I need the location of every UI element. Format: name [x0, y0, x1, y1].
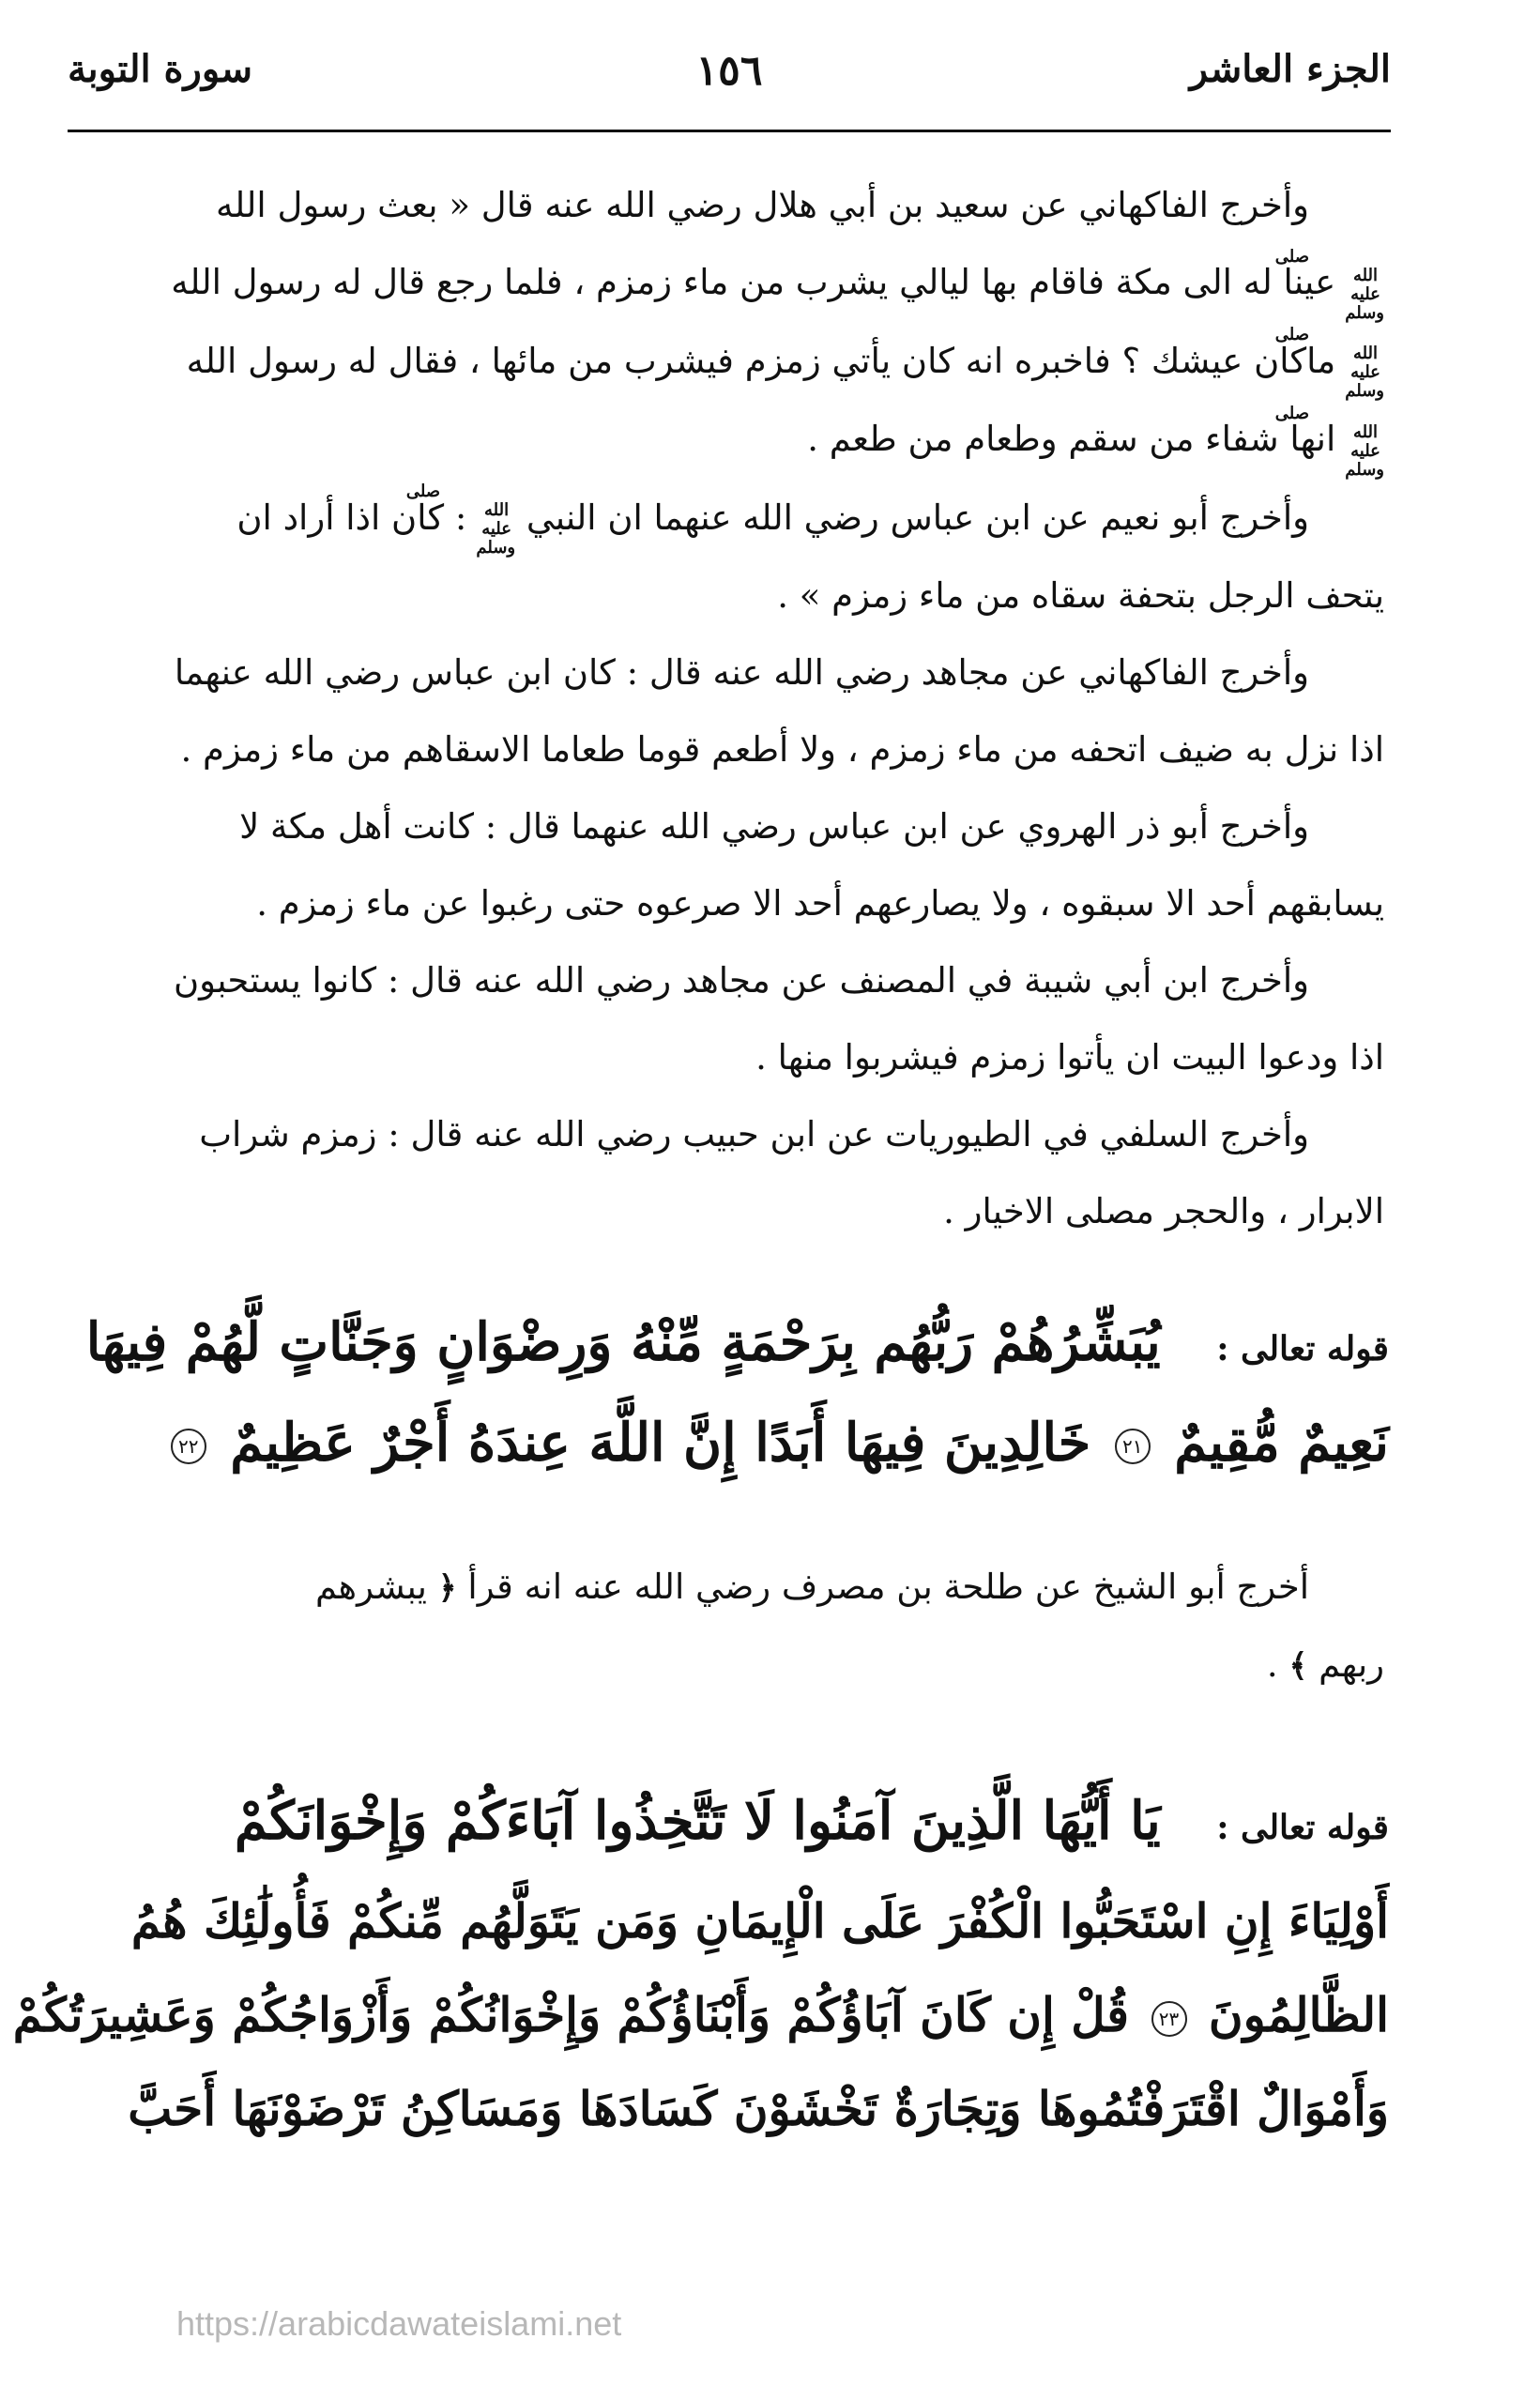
hadith-section	[75, 167, 1384, 1250]
paragraph-line: : كان اذا أراد ان	[236, 497, 467, 538]
paragraph-line: وأخرج ابن أبي شيبة في المصنف عن مجاهد رضي الله عنه قال : كانوا يستحبون	[173, 960, 1309, 1001]
verse-line	[66, 1295, 1389, 1396]
part-title: الجزء العاشر	[1189, 47, 1391, 91]
verse-line	[12, 1968, 1389, 2062]
verse-block-2	[12, 1774, 1389, 2156]
paragraph-line: وأخرج أبو ذر الهروي عن ابن عباس رضي الله عنهما قال : كانت أهل مكة لا	[239, 806, 1309, 847]
verse-line	[66, 2062, 1389, 2156]
paragraph-3	[75, 634, 1384, 788]
page-number: ١٥٦	[695, 47, 763, 95]
verse-line	[66, 1874, 1389, 1968]
commentary-text: أخرج أبو الشيخ عن طلحة بن مصرف رضي الله عنه انه قرأ	[467, 1567, 1309, 1607]
pbuh-glyph: صلى الله عليه وسلم	[1274, 246, 1384, 323]
verse-text: وَأَمْوَالٌ اقْتَرَفْتُمُوهَا وَتِجَارَةٌ تَخْشَوْنَ كَسَادَهَا وَمَسَاكِنُ تَرْضَوْنَهَا أَحَبَّ	[128, 2081, 1389, 2136]
quran-bracket-open: ﴿	[437, 1569, 457, 1607]
paragraph-2	[75, 480, 1384, 635]
ayah-number-marker: ٢٢	[171, 1429, 206, 1464]
page-header	[68, 38, 1391, 103]
paragraph-line: وأخرج الفاكهاني عن مجاهد رضي الله عنه قال : كان ابن عباس رضي الله عنهما	[174, 652, 1309, 693]
pbuh-glyph: صلى الله عليه وسلم	[1274, 325, 1384, 401]
verse-text: خَالِدِينَ فِيهَا أَبَدًا إِنَّ اللَّهَ عِندَهُ أَجْرٌ عَظِيمٌ	[230, 1412, 1091, 1474]
quoted-word: ربهم	[1319, 1644, 1384, 1685]
paragraph-line: انها شفاء من سقم وطعام من طعم .	[807, 419, 1336, 459]
verse-intro: قوله تعالى :	[1216, 1808, 1389, 1847]
header-rule	[68, 130, 1391, 132]
paragraph-line: وأخرج السلفي في الطيوريات عن ابن حبيب رضي الله عنه قال : زمزم شراب	[199, 1114, 1309, 1154]
ayah-number-marker: ٢٣	[1151, 2001, 1187, 2037]
verse-text: الظَّالِمُونَ	[1208, 1987, 1389, 2042]
commentary-section	[75, 1549, 1384, 1705]
paragraph-6	[75, 1096, 1384, 1250]
verse-text: يُبَشِّرُهُمْ رَبُّهُم بِرَحْمَةٍ مِّنْهُ وَرِضْوَانٍ وَجَنَّاتٍ لَّهُمْ فِيهَا	[85, 1311, 1161, 1373]
website-watermark: https://arabicdawateislami.net	[176, 2304, 622, 2343]
verse-line	[66, 1774, 1389, 1874]
surah-title: سورة التوبة	[68, 47, 252, 91]
ayah-number-marker: ٢١	[1115, 1429, 1151, 1464]
paragraph-4	[75, 788, 1384, 942]
paragraph-line: ماكان عيشك ؟ فاخبره انه كان يأتي زمزم فيشرب من مائها ، فقال له رسول الله	[186, 340, 1336, 381]
quoted-word: يبشرهم	[314, 1567, 427, 1607]
paragraph-line: يسابقهم أحد الا سبقوه ، ولا يصارعهم أحد الا صرعوه حتى رغبوا عن ماء زمزم .	[256, 883, 1384, 924]
verse-block-1	[66, 1295, 1389, 1490]
commentary-end: .	[1266, 1644, 1278, 1685]
paragraph-line: عينا له الى مكة فاقام بها ليالي يشرب من ماء زمزم ، فلما رجع قال له رسول الله	[171, 262, 1336, 302]
verse-text: أَوْلِيَاءَ إِنِ اسْتَحَبُّوا الْكُفْرَ عَلَى الْإِيمَانِ وَمَن يَتَوَلَّهُم مِّنكُمْ فَأُولَٰئِكَ هُمُ	[130, 1893, 1389, 1949]
verse-line	[66, 1396, 1389, 1490]
paragraph-line: الابرار ، والحجر مصلى الاخيار .	[943, 1191, 1384, 1231]
paragraph-5	[75, 942, 1384, 1096]
paragraph-line: يتحف الرجل بتحفة سقاه من ماء زمزم » .	[777, 575, 1384, 616]
pbuh-glyph: صلى الله عليه وسلم	[1274, 403, 1384, 480]
paragraph-line: اذا ودعوا البيت ان يأتوا زمزم فيشربوا منها .	[755, 1037, 1384, 1078]
paragraph-line: وأخرج أبو نعيم عن ابن عباس رضي الله عنهما ان النبي	[526, 497, 1309, 538]
verse-text: نَعِيمٌ مُّقِيمٌ	[1174, 1412, 1389, 1474]
paragraph-line: وأخرج الفاكهاني عن سعيد بن أبي هلال رضي الله عنه قال « بعث رسول الله	[216, 185, 1309, 225]
commentary-paragraph	[75, 1549, 1384, 1705]
verse-text: يَا أَيُّهَا الَّذِينَ آمَنُوا لَا تَتَّخِذُوا آبَاءَكُمْ وَإِخْوَانَكُمْ	[234, 1790, 1161, 1852]
pbuh-glyph: صلى الله عليه وسلم	[405, 482, 516, 558]
paragraph-1	[75, 167, 1384, 480]
paragraph-line: اذا نزل به ضيف اتحفه من ماء زمزم ، ولا أطعم قوما طعاما الاسقاهم من ماء زمزم .	[180, 729, 1384, 770]
verse-intro: قوله تعالى :	[1216, 1329, 1389, 1368]
verse-text: قُلْ إِن كَانَ آبَاؤُكُمْ وَأَبْنَاؤُكُمْ وَإِخْوَانُكُمْ وَأَزْوَاجُكُمْ وَعَشِيرَتُكُمْ	[12, 1987, 1130, 2042]
quran-bracket-close: ﴾	[1288, 1647, 1308, 1685]
